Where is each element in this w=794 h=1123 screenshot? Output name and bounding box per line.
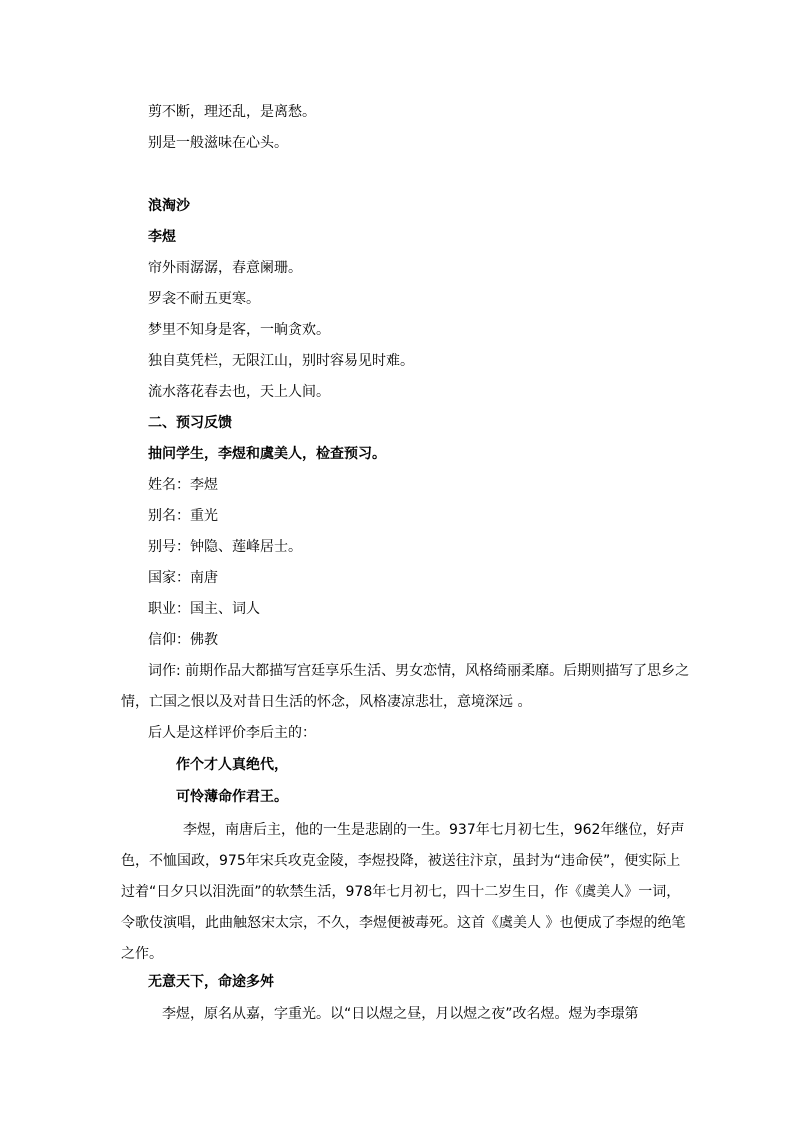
section-instruction: 抽问学生，李煜和虞美人，检查预习。 (148, 446, 386, 462)
ci-style-paragraph: 词作: 前期作品大都描写宫廷享乐生活、男女恋情，风格绮丽柔靡。后期则描写了思乡之情，亡国之恨以及对昔日生活的怀念，风格凄凉悲壮，意境深远 。 (121, 663, 690, 710)
name-origin-paragraph: 李煜，原名从嘉，字重光。以“日以煜之昼，月以煜之夜”改名煜。煜为李璟第 (162, 1006, 639, 1022)
section-heading: 二、预习反馈 (148, 415, 232, 431)
poem2-line-3: 梦里不知身是客，一晌贪欢。 (148, 322, 330, 338)
profile-country: 国家：南唐 (148, 570, 218, 586)
evaluation-intro: 后人是这样评价李后主的： (148, 725, 316, 741)
poem1-line-1: 剪不断，理还乱，是离愁。 (148, 104, 316, 120)
profile-alias: 别名：重光 (148, 508, 218, 524)
poem2-line-5: 流水落花春去也，天上人间。 (148, 384, 330, 400)
poem1-line-2: 别是一般滋味在心头。 (148, 135, 288, 151)
profile-pen-name: 别号：钟隐、莲峰居士。 (148, 539, 302, 555)
subheading: 无意天下，命途多舛 (148, 974, 274, 990)
poem2-line-1: 帘外雨潺潺，春意阑珊。 (148, 260, 302, 276)
profile-occupation: 职业：国主、词人 (148, 601, 260, 617)
biography-paragraph: 李煜，南唐后主，他的一生是悲剧的一生。937年七月初七生，962年继位，好声色，不恤国政，975年宋兵攻克金陵，李煜投降，被送往汴京，虽封为“违命侯”，便实际上过着“日夕只以泪洗面”的软禁生活，978年七月初七，四十二岁生日，作《虞美人》一词，令歌伎演唱，此曲触怒宋太宗，不久，李煜便被毒死。这首《虞美人 》也便成了李煜的绝笔之作。 (121, 822, 686, 962)
evaluation-line-1: 作个才人真绝代， (176, 757, 288, 773)
poem2-author: 李煜 (148, 229, 176, 245)
profile-name: 姓名：李煜 (148, 477, 218, 493)
poem2-line-2: 罗衾不耐五更寒。 (148, 291, 260, 307)
profile-religion: 信仰：佛教 (148, 632, 218, 648)
poem2-line-4: 独自莫凭栏，无限江山，别时容易见时难。 (148, 353, 414, 369)
evaluation-line-2: 可怜薄命作君王。 (176, 789, 288, 805)
poem2-title: 浪淘沙 (148, 198, 190, 214)
